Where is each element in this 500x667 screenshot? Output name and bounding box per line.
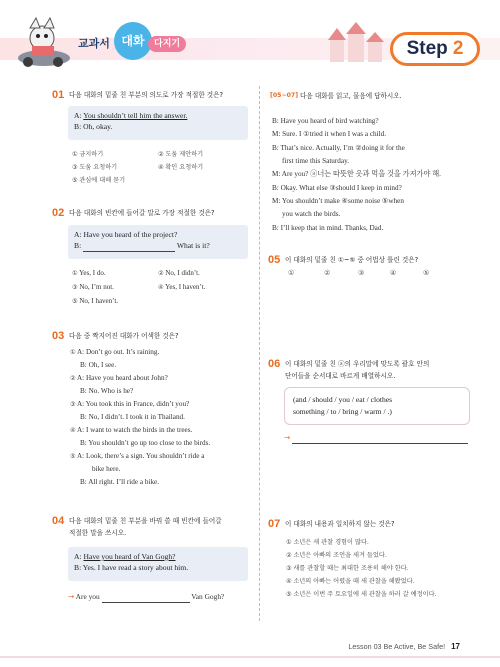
dialogue-line: A: Don’t go out. It’s raining.: [76, 348, 160, 356]
option-key: ②: [70, 375, 76, 382]
q05-number: 05: [268, 254, 281, 266]
option-key: ④: [158, 284, 164, 291]
passage-line-3: B: That’s nice. Actually, I’m ②doing it for the: [272, 144, 405, 152]
brand-circle-dialogue: 대화: [114, 22, 152, 60]
q03-option-2-reply: B: No. Who is he?: [80, 387, 134, 395]
passage-line-7: M: You shouldn’t make ④some noise ⑤when: [272, 197, 404, 205]
option-text: Yes, I haven’t.: [165, 283, 206, 291]
option-text: 관심에 대해 묻기: [79, 177, 126, 184]
option-key: ④: [286, 578, 292, 585]
q07-option-4[interactable]: [286, 576, 415, 587]
lesson-title: Lesson 03 Be Active, Be Safe!: [348, 642, 446, 651]
passage-line-4: first time this Saturday.: [282, 157, 350, 165]
option-key: ③: [70, 401, 76, 408]
q04-line-a-prefix: A:: [74, 552, 84, 561]
q02-option-2[interactable]: [158, 268, 200, 279]
q04-answer-suffix: Van Gogh?: [191, 592, 225, 601]
footer-bar: [0, 656, 500, 658]
q04-line-b: B: Yes. I have read a story about him.: [74, 563, 189, 572]
q01-line-b: B: Oh, okay.: [74, 122, 113, 131]
q02-dialogue-box: [68, 225, 248, 259]
q06-prompt-line-1: 이 대화의 밑줄 친 ⓐ의 우리말에 맞도록 괄호 안의: [285, 360, 430, 368]
q01-option-5[interactable]: [72, 175, 125, 186]
option-key: ④: [70, 427, 76, 434]
passage-prompt: 다음 대화를 읽고, 물음에 답하시오.: [300, 92, 402, 100]
q04-line-a: [74, 551, 242, 562]
q04-answer-blank[interactable]: [102, 592, 190, 603]
option-key: ②: [158, 270, 164, 277]
option-key: ⑤: [72, 298, 78, 305]
option-text: 금지하기: [79, 151, 104, 158]
q05-option-4[interactable]: ④: [390, 269, 397, 277]
q04-dialogue-box: [68, 547, 248, 581]
passage-line-2: M: Sure. I ①tried it when I was a child.: [272, 130, 387, 138]
q06-number: 06: [268, 358, 281, 370]
q03-option-5-reply: B: All right. I’ll ride a bike.: [80, 478, 160, 486]
page-header: [0, 0, 500, 78]
q01-option-4[interactable]: [158, 162, 203, 173]
arrow-icon: →: [284, 433, 291, 442]
castle-illustration: [322, 22, 402, 62]
q02-prompt: 다음 대화의 빈칸에 들어갈 말로 가장 적절한 것은?: [69, 209, 215, 217]
mascot-illustration: [14, 14, 76, 68]
q04-answer-line: [68, 592, 224, 603]
arrow-icon: →: [68, 592, 75, 601]
option-text: 소년은 이번 주 토요일에 새 관찰을 하러 갈 예정이다.: [293, 591, 437, 598]
option-key: ③: [286, 565, 292, 572]
q01-prompt: 다음 대화의 밑줄 친 부분의 의도로 가장 적절한 것은?: [69, 91, 224, 99]
option-key: ④: [158, 164, 164, 171]
passage-line-1: B: Have you heard of bird watching?: [272, 117, 379, 125]
option-text: 소년은 아빠의 조언을 새겨 들었다.: [293, 552, 387, 559]
q03-option-4-reply: B: You shouldn’t go up too close to the birds.: [80, 439, 211, 447]
q02-number: 02: [52, 207, 65, 219]
q01-line-a: [74, 110, 242, 121]
q04-number: 04: [52, 515, 65, 527]
option-text: 소년의 아빠는 어렸을 때 새 관찰을 해봤었다.: [293, 578, 415, 585]
option-key: ⑤: [286, 591, 292, 598]
q05-option-2[interactable]: ②: [324, 269, 331, 277]
q05-option-5[interactable]: ⑤: [423, 269, 430, 277]
option-text: 새를 관찰할 때는 최대한 조용히 해야 한다.: [293, 565, 409, 572]
q02-line-b-suffix: What is it?: [175, 241, 210, 250]
step-word: Step: [406, 38, 448, 59]
option-key: ②: [286, 552, 292, 559]
q06-answer-line: [284, 433, 468, 444]
q03-prompt: 다음 중 짝지어진 대화가 어색한 것은?: [69, 332, 179, 340]
option-text: 소년은 새 관찰 경험이 많다.: [293, 539, 369, 546]
q04-answer-prefix: Are you: [75, 592, 100, 601]
q01-option-1[interactable]: [72, 149, 103, 160]
q04-prompt-line-1: 다음 대화의 밑줄 친 부분을 바꿔 쓸 때 빈칸에 들어갈: [69, 517, 222, 525]
option-key: ⑤: [70, 453, 76, 460]
q03-option-5[interactable]: [70, 451, 204, 463]
dialogue-line: A: I want to watch the birds in the trees.: [76, 426, 193, 434]
q03-option-1-reply: B: Oh, I see.: [80, 361, 117, 369]
option-text: 도움 요청하기: [79, 164, 118, 171]
q02-line-b: [74, 240, 242, 252]
passage-line-9: B: I’ll keep that in mind. Thanks, Dad.: [272, 224, 384, 232]
q02-option-1[interactable]: [72, 268, 106, 279]
passage-line-8: you watch the birds.: [282, 210, 341, 218]
q02-blank[interactable]: [83, 240, 175, 252]
option-text: No, I didn’t.: [165, 269, 200, 277]
q01-option-2[interactable]: [158, 149, 203, 160]
q07-option-3[interactable]: [286, 563, 409, 574]
option-text: 확인 요청하기: [165, 164, 204, 171]
step-badge: [390, 32, 480, 66]
option-key: ①: [286, 539, 292, 546]
option-text: 도움 제안하기: [165, 151, 204, 158]
q04-prompt-line-2: 적절한 말을 쓰시오.: [69, 529, 127, 537]
q01-option-3[interactable]: [72, 162, 117, 173]
dialogue-line: A: You took this in France, didn’t you?: [76, 400, 190, 408]
option-text: No, I haven’t.: [79, 297, 119, 305]
passage-range-tag: [05~07]: [270, 92, 299, 99]
q03-option-2[interactable]: [70, 373, 168, 385]
q02-line-b-prefix: B:: [74, 241, 84, 250]
q01-dialogue-box: [68, 106, 248, 140]
q03-option-3[interactable]: [70, 399, 189, 411]
option-text: No, I’m not.: [79, 283, 114, 291]
option-key: ①: [70, 349, 76, 356]
q04-underlined-sentence: Have you heard of Van Gogh?: [83, 552, 176, 561]
q05-prompt: 이 대화의 밑줄 친 ①~⑤ 중 어법상 틀린 것은?: [285, 256, 419, 264]
q06-words-line-1: (and / should / you / eat / clothes: [293, 395, 393, 404]
page-footer: [348, 642, 460, 651]
q06-words-line-2: something / to / bring / warm / .): [293, 407, 392, 416]
dialogue-line: A: Have you heard about John?: [76, 374, 168, 382]
q01-number: 01: [52, 89, 65, 101]
q03-option-4[interactable]: [70, 425, 192, 437]
option-text: Yes, I do.: [79, 269, 106, 277]
brand-label-practice: 다지기: [148, 36, 186, 52]
q02-option-4[interactable]: [158, 282, 205, 293]
option-key: ⑤: [72, 177, 78, 184]
q07-number: 07: [268, 518, 281, 530]
q02-option-3[interactable]: [72, 282, 114, 293]
q03-option-5-cont: bike here.: [92, 465, 121, 473]
q03-option-1[interactable]: [70, 347, 159, 359]
q06-prompt-line-2: 단어들을 순서대로 바르게 배열하시오.: [285, 372, 396, 380]
option-key: ①: [72, 270, 78, 277]
option-key: ③: [72, 164, 78, 171]
q07-option-5[interactable]: [286, 589, 437, 600]
passage-line-6: B: Okay. What else ③should I keep in mind?: [272, 184, 402, 192]
q05-option-3[interactable]: ③: [358, 269, 365, 277]
step-number: 2: [452, 38, 464, 59]
q02-line-a: A: Have you heard of the project?: [74, 230, 178, 239]
q05-option-1[interactable]: ①: [288, 269, 295, 277]
option-key: ③: [72, 284, 78, 291]
q01-underlined-sentence: You shouldn’t tell him the answer.: [83, 111, 188, 120]
q07-option-2[interactable]: [286, 550, 387, 561]
page-number: 17: [451, 642, 460, 651]
q06-answer-blank[interactable]: [292, 433, 468, 444]
q01-line-a-prefix: A:: [74, 111, 84, 120]
q07-option-1[interactable]: [286, 537, 369, 548]
q03-number: 03: [52, 330, 65, 342]
brand-label-textbook: 교과서: [78, 37, 110, 50]
column-divider: [259, 86, 260, 621]
q06-word-bank: [284, 387, 470, 425]
q03-option-3-reply: B: No, I didn’t. I took it in Thailand.: [80, 413, 185, 421]
option-key: ②: [158, 151, 164, 158]
option-key: ①: [72, 151, 78, 158]
dialogue-line: A: Look, there’s a sign. You shouldn’t ride a: [76, 452, 205, 460]
q07-prompt: 이 대화의 내용과 일치하지 않는 것은?: [285, 520, 395, 528]
q02-option-5[interactable]: [72, 296, 118, 307]
passage-line-5: M: Are you? ⓐ너는 따뜻한 옷과 먹을 것을 가져가야 해.: [272, 170, 441, 178]
